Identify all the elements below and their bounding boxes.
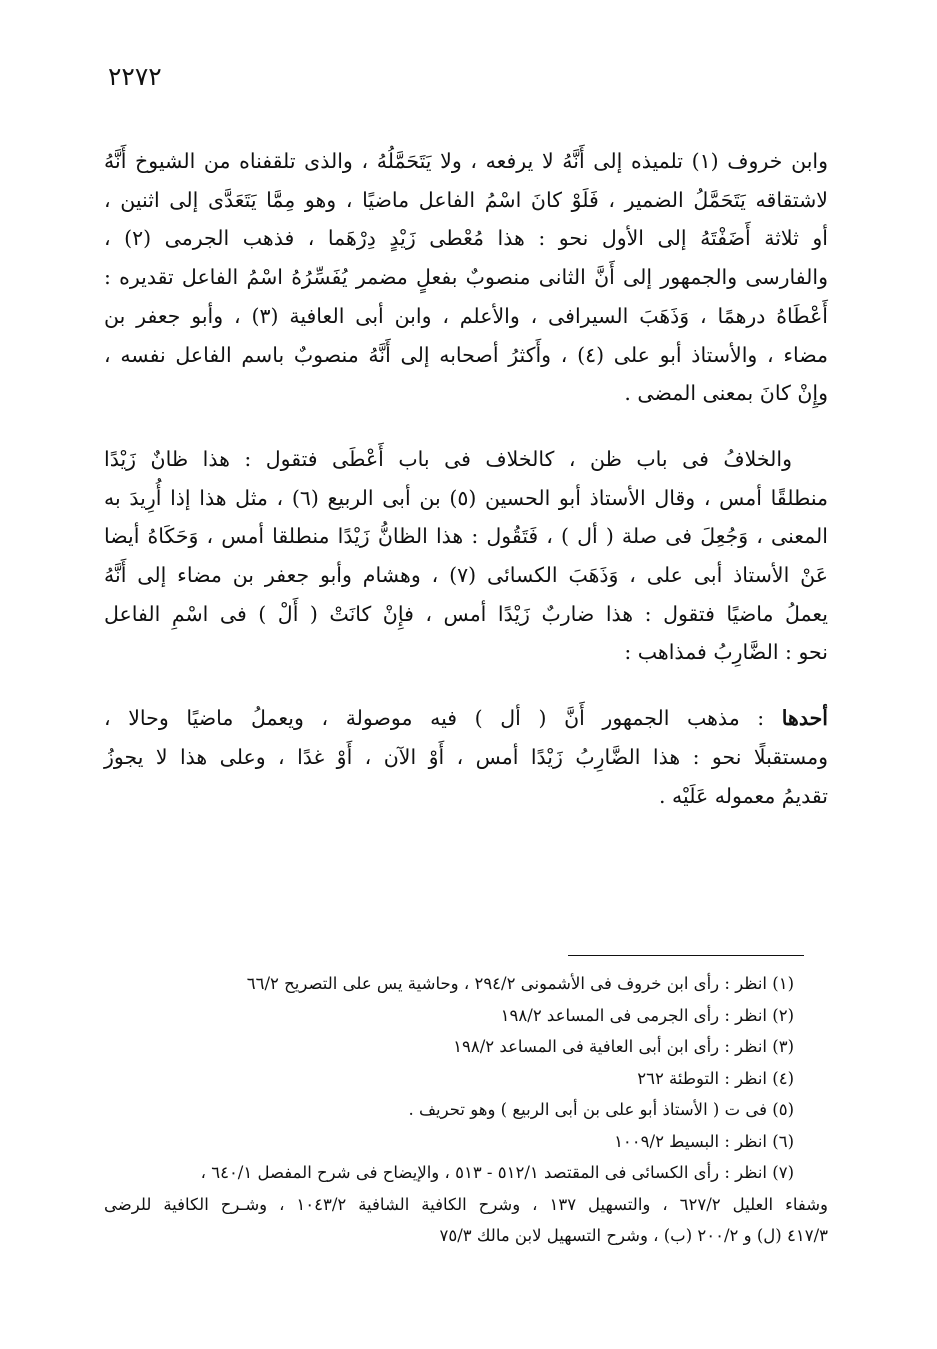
text-line: أو ثلاثة أَضَفْتَهُ إلى الأول نحو : هذا مُعْطى زَيْدٍ دِرْهَما ، فذهب الجرمى (٢) ، [104,226,828,251]
text-line: عَنْ الأستاذ أبى على ، وَذَهَبَ الكسائى (٧) ، وهشام وأبو جعفر بن مضاء إلى أَنَّهُ [104,563,828,588]
footnote-7-continued: ٤١٧/٣ (ل) و ٢٠٠/٢ (ب) ، وشرح التسهيل لابن مالك ٧٥/٣ [439,1226,828,1245]
lead-word: أحدها [781,706,828,731]
text-line: تقديمُ معموله عَلَيْه . [659,783,828,808]
footnote-divider [568,955,804,956]
text-line: مضاء ، والأستاذ أبو على (٤) ، وأَكثرُ أصحابه إلى أَنَّهُ منصوبٌ باسم الفاعل نفسه ، [104,342,829,367]
text-line: المعنى ، وَجُعِلَ فى صلة ( أل ) ، فَتَقُول : هذا الظانُّ زَيْدًا منطلقا أمس ، وَحَكَاهُ أيضا [104,524,828,549]
text-line: والفارسى والجمهور إلى أَنَّ الثانى منصوبٌ بفعلٍ مضمر يُفَسِّرُهُ اسْمُ الفاعل تقديره : [104,265,828,290]
text-line: وإِنْ كانَ بمعنى المضى . [624,381,828,406]
text-line [104,699,828,738]
footnote-3: (٣) انظر : رأى ابن أبى العافية فى المساعد ١٩٨/٢ [453,1037,794,1056]
footnote-6: (٦) انظر : البسيط ١٠٠٩/٢ [614,1131,794,1151]
paragraph-2 [104,440,828,672]
text-line: وابن خروف (١) تلميذه إلى أَنَّهُ لا يرفعه ، ولا يَتَحَمَّلُهُ ، والذى تلقفناه من الشيوخ أَنَّهُ [104,149,828,173]
footnote-5: (٥) فى ت ( الأستاذ أبو على بن أبى الربيع ) وهو تحريف . [408,1100,794,1119]
paragraph-1 [104,142,828,413]
text-line: أَعْطَاهُ درهمًا ، وَذَهَبَ السيرافى ، والأعلم ، وابن أبى العافية (٣) ، وأبو جعفر بن [104,303,829,328]
text-line: يعملُ ماضيًا فتقول : هذا ضاربٌ زَيْدًا أمس ، فإِنْ كانَتْ ( أَلْ ) فى اسْمِ الفاعل [104,601,828,626]
page-number: ٢٢٧٢ [108,62,162,91]
text-line: ومستقبلًا نحو : هذا الضَّارِبُ زَيْدًا أمس ، أَوْ الآن ، أَوْ غدًا ، وعلى هذا لا يجوزُ [104,744,828,769]
footnote-2: (٢) انظر : رأى الجرمى فى المساعد ١٩٨/٢ [500,1005,794,1025]
footnote-7: (٧) انظر : رأى الكسائى فى المقتصد ٥١٢/١ - ٥١٣ ، والإيضاح فى شرح المفصل ٦٤٠/١ ، [200,1163,794,1182]
footnotes [104,968,828,1252]
text-line: والخلافُ فى باب ظن ، كالخلاف فى باب أَعْطَى فتقول : هذا ظانٌ زَيْدًا [104,446,792,471]
footnote-7-continued: وشفاء العليل ٦٢٧/٢ ، والتسهيل ١٣٧ ، وشرح الكافية الشافية ١٠٤٣/٢ ، وشـرح الكافية للرضى [104,1194,828,1214]
paragraph-3 [104,699,828,815]
footnote-1: (١) انظر : رأى ابن خروف فى الأشمونى ٢٩٤/٢ ، وحاشية يس على التصريح ٦٦/٢ [246,974,794,993]
footnote-4: (٤) انظر : التوطئة ٢٦٢ [637,1068,794,1088]
text-line: لاشتقاقه يَتَحَمَّلُ الضمير ، فَلَوْ كانَ اسْمُ الفاعل ماضيًا ، وهو مِمَّا يَتَعَدَّى إلى اثنين ، [104,187,828,212]
text-line: نحو : الضَّارِبُ فمذاهب : [624,640,828,665]
text-line: منطلقًا أمس ، وقال الأستاذ أبو الحسين (٥) بن أبى الربيع (٦) ، مثل هذا إذا أُرِيدَ به [104,485,829,510]
main-text [104,142,828,815]
text-run: : مذهب الجمهور أَنَّ ( أل ) فيه موصولة ، ويعملُ ماضيًا وحالا ، [104,706,765,731]
